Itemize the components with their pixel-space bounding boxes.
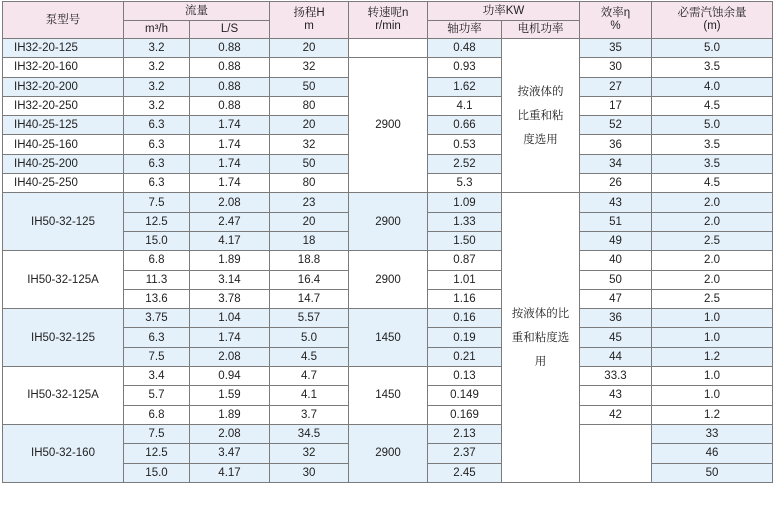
table-header — [3, 2, 773, 39]
cell-flow-m3h: 6.3 — [124, 328, 190, 347]
cell-head: 18 — [270, 231, 349, 250]
header-model: 泵型号 — [3, 2, 124, 39]
cell-model: IH40-25-160 — [3, 135, 124, 154]
header-power: 功率KW — [428, 2, 580, 21]
cell-shaft-power: 1.50 — [428, 231, 502, 250]
cell-flow-m3h: 12.5 — [124, 212, 190, 231]
motor-note-text: 按液体的比重和粘度选用 — [517, 85, 564, 146]
cell-speed: 1450 — [349, 367, 428, 425]
cell-flow-ls: 0.88 — [190, 96, 270, 115]
table-row — [3, 309, 773, 328]
cell-shaft-power: 2.52 — [428, 154, 502, 173]
cell-npsh: 2.5 — [652, 289, 773, 308]
cell-head: 23 — [270, 193, 349, 212]
cell-efficiency: 35 — [580, 39, 652, 58]
cell-flow-ls: 1.04 — [190, 309, 270, 328]
cell-flow-ls: 1.89 — [190, 405, 270, 424]
cell-flow-ls: 1.74 — [190, 328, 270, 347]
cell-flow-ls: 1.89 — [190, 251, 270, 270]
cell-flow-ls: 4.17 — [190, 463, 270, 482]
header-npsh — [652, 2, 773, 39]
cell-flow-m3h: 3.2 — [124, 39, 190, 58]
cell-head: 80 — [270, 174, 349, 193]
cell-shaft-power: 2.45 — [428, 463, 502, 482]
cell-npsh: 1.2 — [652, 347, 773, 366]
cell-shaft-power: 0.16 — [428, 309, 502, 328]
cell-npsh: 3.5 — [652, 135, 773, 154]
cell-efficiency: 34 — [580, 154, 652, 173]
cell-flow-m3h: 6.3 — [124, 174, 190, 193]
cell-model: IH32-20-160 — [3, 58, 124, 77]
header-motor-power: 电机功率 — [502, 21, 580, 39]
cell-head: 3.7 — [270, 405, 349, 424]
cell-flow-ls: 2.08 — [190, 424, 270, 443]
cell-model: IH32-20-125 — [3, 39, 124, 58]
cell-head: 20 — [270, 212, 349, 231]
cell-shaft-power: 0.48 — [428, 39, 502, 58]
cell-shaft-power: 2.13 — [428, 424, 502, 443]
cell-head: 32 — [270, 444, 349, 463]
table-row — [3, 251, 773, 270]
cell-speed: 1450 — [349, 309, 428, 367]
cell-shaft-power: 0.149 — [428, 386, 502, 405]
cell-flow-m3h: 3.2 — [124, 58, 190, 77]
cell-shaft-power: 0.53 — [428, 135, 502, 154]
cell-model: IH50-32-125 — [3, 193, 124, 251]
cell-efficiency: 49 — [580, 231, 652, 250]
cell-shaft-power: 5.3 — [428, 174, 502, 193]
pump-spec-table — [2, 1, 773, 483]
header-shaft-power: 轴功率 — [428, 21, 502, 39]
cell-flow-ls: 2.08 — [190, 193, 270, 212]
cell-shaft-power: 1.16 — [428, 289, 502, 308]
cell-efficiency: 42 — [580, 405, 652, 424]
header-efficiency — [580, 2, 652, 39]
cell-head: 32 — [270, 58, 349, 77]
cell-model: IH32-20-200 — [3, 77, 124, 96]
cell-model: IH50-32-125A — [3, 251, 124, 309]
cell-shaft-power: 1.09 — [428, 193, 502, 212]
cell-head: 5.0 — [270, 328, 349, 347]
header-eff-line1: 效率η — [600, 7, 631, 19]
cell-flow-m3h: 15.0 — [124, 231, 190, 250]
cell-efficiency: 47 — [580, 289, 652, 308]
cell-shaft-power: 4.1 — [428, 96, 502, 115]
cell-flow-ls: 4.17 — [190, 231, 270, 250]
cell-flow-m3h: 11.3 — [124, 270, 190, 289]
cell-npsh: 1.0 — [652, 328, 773, 347]
cell-npsh: 2.5 — [652, 231, 773, 250]
cell-motor-empty — [580, 424, 652, 482]
header-head-line1: 扬程H — [293, 7, 325, 19]
cell-efficiency: 40 — [580, 251, 652, 270]
cell-speed: 2900 — [349, 251, 428, 309]
cell-npsh: 5.0 — [652, 116, 773, 135]
cell-flow-m3h: 6.3 — [124, 135, 190, 154]
cell-shaft-power: 0.66 — [428, 116, 502, 135]
cell-npsh: 1.0 — [652, 309, 773, 328]
cell-efficiency: 36 — [580, 309, 652, 328]
cell-head: 4.5 — [270, 347, 349, 366]
header-speed-line2: r/min — [375, 20, 401, 32]
cell-head: 16.4 — [270, 270, 349, 289]
cell-shaft-power: 0.169 — [428, 405, 502, 424]
cell-efficiency: 26 — [580, 174, 652, 193]
cell-efficiency: 50 — [580, 270, 652, 289]
cell-flow-ls: 2.47 — [190, 212, 270, 231]
header-npsh-line2: (m) — [703, 20, 721, 32]
table-row — [3, 367, 773, 386]
table-row — [3, 193, 773, 212]
cell-shaft-power: 0.93 — [428, 58, 502, 77]
cell-flow-m3h: 6.8 — [124, 251, 190, 270]
cell-flow-ls: 1.74 — [190, 135, 270, 154]
cell-flow-m3h: 3.4 — [124, 367, 190, 386]
header-flow: 流量 — [124, 2, 270, 21]
cell-speed: 2900 — [349, 193, 428, 251]
cell-shaft-power: 1.33 — [428, 212, 502, 231]
cell-flow-m3h: 5.7 — [124, 386, 190, 405]
cell-npsh: 4.5 — [652, 174, 773, 193]
header-eff-line2: % — [610, 20, 621, 32]
cell-head: 50 — [270, 77, 349, 96]
cell-npsh: 3.5 — [652, 154, 773, 173]
cell-motor-note — [502, 39, 580, 193]
cell-npsh: 4.5 — [652, 96, 773, 115]
cell-speed: 2900 — [349, 424, 428, 482]
cell-efficiency: 33 — [652, 424, 773, 443]
cell-efficiency: 27 — [580, 77, 652, 96]
cell-shaft-power: 2.37 — [428, 444, 502, 463]
cell-head: 5.57 — [270, 309, 349, 328]
cell-head: 4.1 — [270, 386, 349, 405]
cell-model: IH50-32-160 — [3, 424, 124, 482]
cell-efficiency: 46 — [652, 444, 773, 463]
cell-flow-ls: 0.88 — [190, 58, 270, 77]
cell-efficiency: 30 — [580, 58, 652, 77]
table-body — [3, 39, 773, 483]
cell-head: 34.5 — [270, 424, 349, 443]
cell-npsh: 2.0 — [652, 270, 773, 289]
cell-npsh: 2.0 — [652, 212, 773, 231]
cell-flow-m3h: 13.6 — [124, 289, 190, 308]
cell-efficiency: 50 — [652, 463, 773, 482]
cell-head: 20 — [270, 39, 349, 58]
cell-flow-m3h: 3.2 — [124, 96, 190, 115]
cell-head: 18.8 — [270, 251, 349, 270]
header-flow-m3h: m³/h — [124, 21, 190, 39]
cell-npsh: 1.0 — [652, 386, 773, 405]
header-npsh-line1: 必需汽蚀余量 — [677, 7, 747, 19]
cell-model: IH40-25-125 — [3, 116, 124, 135]
cell-head: 30 — [270, 463, 349, 482]
cell-flow-m3h: 6.8 — [124, 405, 190, 424]
cell-flow-m3h: 6.3 — [124, 154, 190, 173]
cell-flow-ls: 1.74 — [190, 116, 270, 135]
cell-npsh: 1.0 — [652, 367, 773, 386]
cell-flow-m3h: 6.3 — [124, 116, 190, 135]
cell-flow-ls: 2.08 — [190, 347, 270, 366]
cell-npsh: 1.2 — [652, 405, 773, 424]
table-row — [3, 39, 773, 58]
cell-flow-ls: 3.47 — [190, 444, 270, 463]
cell-efficiency: 43 — [580, 193, 652, 212]
cell-efficiency: 33.3 — [580, 367, 652, 386]
cell-flow-ls: 1.74 — [190, 154, 270, 173]
cell-npsh: 5.0 — [652, 39, 773, 58]
header-speed — [349, 2, 428, 39]
cell-flow-m3h: 3.75 — [124, 309, 190, 328]
cell-npsh: 4.0 — [652, 77, 773, 96]
cell-flow-ls: 3.78 — [190, 289, 270, 308]
cell-shaft-power: 1.01 — [428, 270, 502, 289]
cell-shaft-power: 0.21 — [428, 347, 502, 366]
cell-shaft-power: 0.87 — [428, 251, 502, 270]
cell-shaft-power: 0.13 — [428, 367, 502, 386]
cell-flow-ls: 0.88 — [190, 77, 270, 96]
cell-model: IH32-20-250 — [3, 96, 124, 115]
cell-flow-m3h: 15.0 — [124, 463, 190, 482]
cell-flow-ls: 1.59 — [190, 386, 270, 405]
cell-efficiency: 17 — [580, 96, 652, 115]
cell-head: 4.7 — [270, 367, 349, 386]
cell-motor-note — [502, 193, 580, 482]
header-head-line2: m — [304, 20, 314, 32]
cell-flow-ls: 0.88 — [190, 39, 270, 58]
cell-flow-ls: 3.14 — [190, 270, 270, 289]
cell-flow-m3h: 7.5 — [124, 347, 190, 366]
header-flow-ls: L/S — [190, 21, 270, 39]
cell-npsh: 2.0 — [652, 193, 773, 212]
cell-efficiency: 52 — [580, 116, 652, 135]
cell-flow-m3h: 3.2 — [124, 77, 190, 96]
cell-speed: 2900 — [349, 58, 428, 193]
cell-head: 14.7 — [270, 289, 349, 308]
cell-flow-ls: 1.74 — [190, 174, 270, 193]
cell-efficiency: 44 — [580, 347, 652, 366]
cell-efficiency: 43 — [580, 386, 652, 405]
cell-shaft-power: 1.62 — [428, 77, 502, 96]
header-head — [270, 2, 349, 39]
cell-efficiency: 51 — [580, 212, 652, 231]
table-row — [3, 424, 773, 443]
cell-head: 32 — [270, 135, 349, 154]
cell-flow-m3h: 7.5 — [124, 424, 190, 443]
cell-head: 20 — [270, 116, 349, 135]
cell-flow-ls: 0.94 — [190, 367, 270, 386]
cell-efficiency: 36 — [580, 135, 652, 154]
cell-speed-empty — [349, 39, 428, 58]
cell-model: IH50-32-125A — [3, 367, 124, 425]
cell-head: 80 — [270, 96, 349, 115]
cell-efficiency: 45 — [580, 328, 652, 347]
cell-npsh: 2.0 — [652, 251, 773, 270]
cell-flow-m3h: 12.5 — [124, 444, 190, 463]
table-row — [3, 58, 773, 77]
cell-model: IH40-25-250 — [3, 174, 124, 193]
cell-model: IH40-25-200 — [3, 154, 124, 173]
motor-note-text: 按液体的比重和粘度选用 — [511, 307, 570, 368]
cell-npsh: 3.5 — [652, 58, 773, 77]
cell-head: 50 — [270, 154, 349, 173]
cell-flow-m3h: 7.5 — [124, 193, 190, 212]
header-speed-line1: 转速呢n — [367, 7, 409, 19]
cell-shaft-power: 0.19 — [428, 328, 502, 347]
cell-model: IH50-32-125 — [3, 309, 124, 367]
